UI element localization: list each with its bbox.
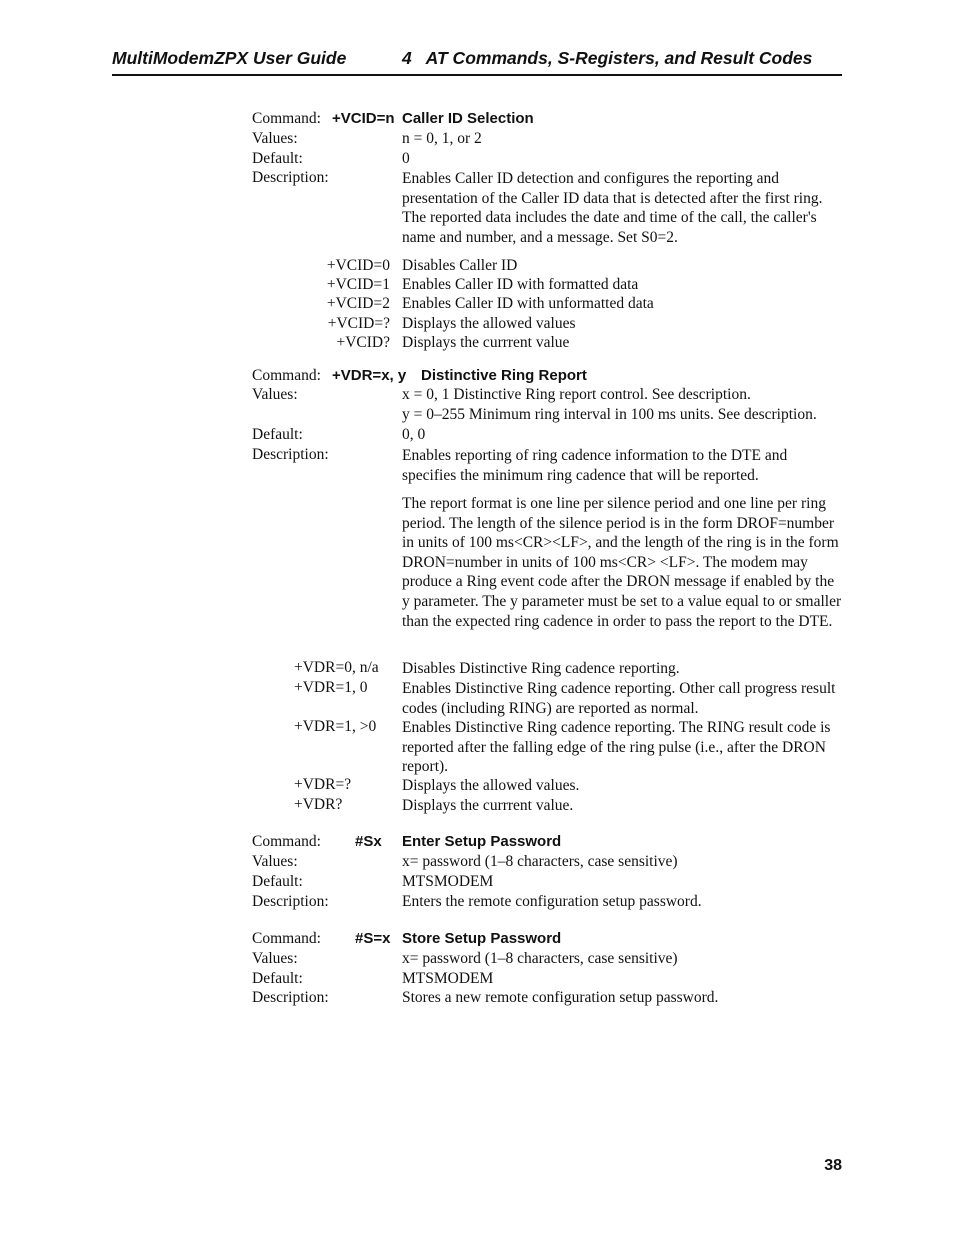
option-key: +VDR? xyxy=(294,796,343,813)
vcid-option-3 xyxy=(252,315,852,335)
vcid-option-1 xyxy=(252,276,852,296)
s-eq-x-description-row xyxy=(252,989,852,1009)
option-desc: Displays the allowed values xyxy=(402,315,576,332)
s-eq-x-values-row xyxy=(252,950,852,970)
vdr-values-row xyxy=(252,386,852,406)
default-label: Default: xyxy=(252,150,303,167)
option-desc: Disables Caller ID xyxy=(402,257,518,274)
description-label: Description: xyxy=(252,446,329,463)
s-eq-x-description: Stores a new remote configuration setup password. xyxy=(402,989,719,1006)
option-key: +VCID? xyxy=(336,334,390,351)
default-label: Default: xyxy=(252,873,303,890)
vdr-command: +VDR=x, y xyxy=(332,367,407,384)
s-eq-x-command: #S=x xyxy=(355,930,391,947)
vdr-command-row xyxy=(252,367,852,387)
command-label: Command: xyxy=(252,833,321,850)
option-key: +VCID=0 xyxy=(326,257,390,274)
sx-command-row xyxy=(252,833,852,853)
values-label: Values: xyxy=(252,950,298,967)
sx-values: x= password (1–8 characters, case sensitive) xyxy=(402,853,678,870)
command-label: Command: xyxy=(252,110,321,127)
sx-default-row xyxy=(252,873,852,893)
s-eq-x-default: MTSMODEM xyxy=(402,970,494,987)
vdr-title: Distinctive Ring Report xyxy=(421,367,587,384)
description-label: Description: xyxy=(252,893,329,910)
vcid-default-row xyxy=(252,150,852,170)
values-label: Values: xyxy=(252,386,298,403)
vcid-default: 0 xyxy=(402,150,410,167)
running-header xyxy=(112,48,842,74)
s-eq-x-command-row xyxy=(252,930,852,950)
sx-values-row xyxy=(252,853,852,873)
vdr-values-x: x = 0, 1 Distinctive Ring report control. See description. xyxy=(402,386,751,403)
guide-title: MultiModemZPX User Guide xyxy=(112,48,347,68)
option-desc: Displays the allowed values. xyxy=(402,777,580,794)
vcid-values: n = 0, 1, or 2 xyxy=(402,130,482,147)
vcid-values-row xyxy=(252,130,852,150)
vdr-description: Enables reporting of ring cadence information to the DTE and specifies the minimum ring cadence that will be reported. xyxy=(402,447,788,484)
page-number: 38 xyxy=(824,1157,842,1174)
default-label: Default: xyxy=(252,426,303,443)
option-desc: Displays the currrent value. xyxy=(402,797,574,814)
vcid-command-row xyxy=(252,110,852,130)
option-desc: Displays the currrent value xyxy=(402,334,570,351)
s-eq-x-title: Store Setup Password xyxy=(402,930,562,947)
default-label: Default: xyxy=(252,970,303,987)
option-desc: Enables Distinctive Ring cadence reporting. The RING result code is reported after the falling edge of the ring pulse (i.e., after the DRON report). xyxy=(402,719,831,776)
values-label: Values: xyxy=(252,853,298,870)
vcid-option-0 xyxy=(252,257,852,277)
sx-command: #Sx xyxy=(355,833,382,850)
option-key: +VCID=2 xyxy=(326,295,390,312)
sx-description-row xyxy=(252,893,852,913)
command-label: Command: xyxy=(252,367,321,384)
option-key: +VDR=1, 0 xyxy=(294,679,368,696)
vcid-option-2 xyxy=(252,295,852,315)
option-key: +VDR=0, n/a xyxy=(294,659,379,676)
command-label: Command: xyxy=(252,930,321,947)
option-desc: Enables Caller ID with unformatted data xyxy=(402,295,654,312)
vdr-default-row xyxy=(252,426,852,446)
vdr-default: 0, 0 xyxy=(402,426,426,443)
option-key: +VCID=1 xyxy=(326,276,390,293)
vcid-description: Enables Caller ID detection and configures the reporting and presentation of the Caller ID data that is detected after the first ring. The reported data includes the date and time of the call, the caller's name and number, and a message. Set S0=2. xyxy=(402,170,823,246)
option-desc: Enables Caller ID with formatted data xyxy=(402,276,639,293)
header-divider xyxy=(112,74,842,76)
sx-title: Enter Setup Password xyxy=(402,833,562,850)
vdr-values-y-row xyxy=(252,406,852,426)
description-label: Description: xyxy=(252,169,329,186)
description-label: Description: xyxy=(252,989,329,1006)
vcid-command: +VCID=n xyxy=(332,110,395,127)
option-key: +VCID=? xyxy=(327,315,390,332)
vdr-values-y: y = 0–255 Minimum ring interval in 100 ms units. See description. xyxy=(402,406,817,423)
sx-default: MTSMODEM xyxy=(402,873,494,890)
option-key: +VDR=1, >0 xyxy=(294,718,377,735)
s-eq-x-default-row xyxy=(252,970,852,990)
vdr-description-2: The report format is one line per silence period and one line per ring period. The length of the silence period is in the form DROF=number in units of 100 ms<CR><LF>, and the length of the ring is in the form DRON=number in units of 100 ms<CR> <LF>. The modem may produce a Ring event code after the DRON message if enabled by the y parameter. The y parameter must be set to a value equal to or smaller than the expected ring cadence in order to pass the report to the DTE. xyxy=(402,495,842,630)
values-label: Values: xyxy=(252,130,298,147)
s-eq-x-values: x= password (1–8 characters, case sensitive) xyxy=(402,950,678,967)
chapter-title: 4 AT Commands, S-Registers, and Result Codes xyxy=(402,48,813,68)
option-desc: Disables Distinctive Ring cadence reporting. xyxy=(402,660,680,677)
option-key: +VDR=? xyxy=(294,776,352,793)
sx-description: Enters the remote configuration setup password. xyxy=(402,893,702,910)
option-desc: Enables Distinctive Ring cadence reporting. Other call progress result codes (including RING) are reported as normal. xyxy=(402,680,836,717)
vcid-option-4 xyxy=(252,334,852,354)
vcid-title: Caller ID Selection xyxy=(402,110,534,127)
